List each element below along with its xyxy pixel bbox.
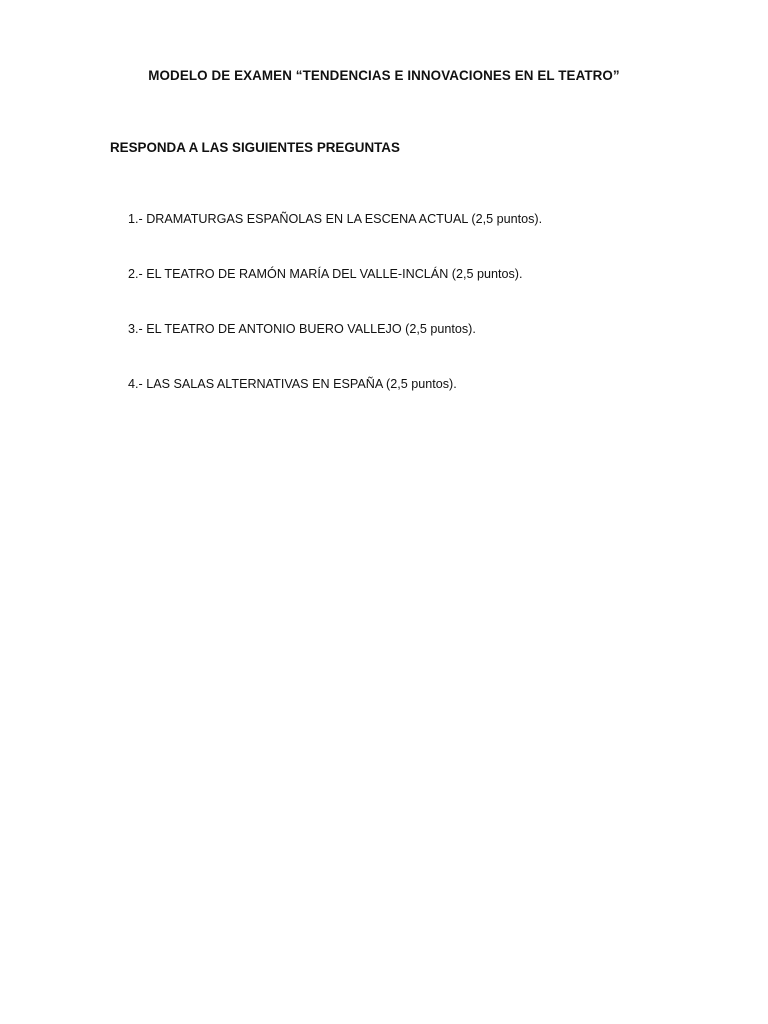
question-item-1: 1.- DRAMATURGAS ESPAÑOLAS EN LA ESCENA ACTUAL (2,5 puntos). — [128, 212, 543, 226]
exam-title: MODELO DE EXAMEN “TENDENCIAS E INNOVACIONES EN EL TEATRO” — [148, 68, 620, 83]
instructions-heading: RESPONDA A LAS SIGUIENTES PREGUNTAS — [110, 140, 400, 155]
question-item-2: 2.- EL TEATRO DE RAMÓN MARÍA DEL VALLE-INCLÁN (2,5 puntos). — [128, 267, 523, 281]
question-item-4: 4.- LAS SALAS ALTERNATIVAS EN ESPAÑA (2,5 puntos). — [128, 377, 457, 391]
question-item-3: 3.- EL TEATRO DE ANTONIO BUERO VALLEJO (2,5 puntos). — [128, 322, 476, 336]
question-list — [128, 211, 542, 431]
